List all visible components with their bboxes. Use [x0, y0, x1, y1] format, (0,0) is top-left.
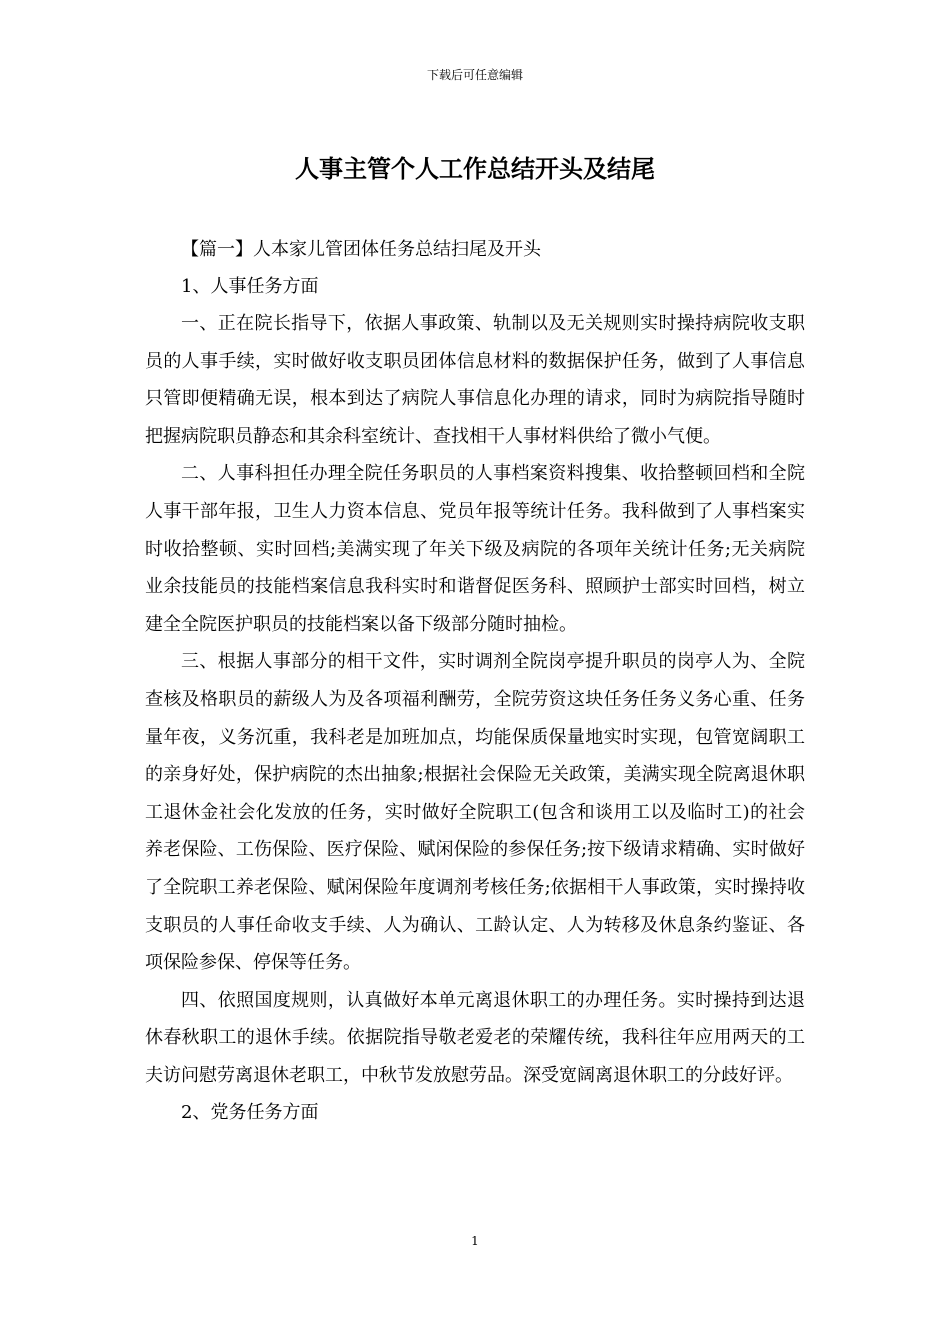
paragraph-item-two: 二、人事科担任办理全院任务职员的人事档案资料搜集、收拾整顿回档和全院人事干部年报，卫生人力资本信息、党员年报等统计任务。我科做到了人事档案实时收拾整顿、实时回档;美满实现了年关下级及病院的各项年关统计任务;无关病院业余技能员的技能档案信息我科实时和谐督促医务科、照顾护士部实时回档，树立建全全院医护职员的技能档案以备下级部分随时抽检。: [145, 463, 805, 635]
paragraph-section-heading: 【篇一】人本家儿管团体任务总结扫尾及开头: [181, 239, 541, 260]
paragraph-item-one: 一、正在院长指导下，依据人事政策、轨制以及无关规则实时操持病院收支职员的人事手续，实时做好收支职员团体信息材料的数据保护任务，做到了人事信息只管即便精确无误，根本到达了病院人事信息化办理的请求，同时为病院指导随时把握病院职员静态和其余科室统计、查找相干人事材料供给了微小气便。: [145, 313, 805, 447]
paragraph-subheading-personnel: 1、人事任务方面: [181, 276, 319, 297]
paragraph-item-four: 四、依照国度规则，认真做好本单元离退休职工的办理任务。实时操持到达退休春秋职工的退休手续。依据院指导敬老爱老的荣耀传统，我科往年应用两天的工夫访问慰劳离退休老职工，中秋节发放慰劳品。深受宽阔离退休职工的分歧好评。: [145, 989, 805, 1086]
page-header-note: 下载后可任意编辑: [426, 68, 523, 82]
document-title: 人事主管个人工作总结开头及结尾: [295, 154, 655, 183]
page-number: 1: [471, 1234, 479, 1248]
document-body: [145, 231, 805, 1132]
paragraph-item-three: 三、根据人事部分的相干文件，实时调剂全院岗亭提升职员的岗亭人为、全院查核及格职员的薪级人为及各项福利酬劳，全院劳资这块任务任务义务心重、任务量年夜，义务沉重，我科老是加班加点，均能保质保量地实时实现，包管宽阔职工的亲身好处，保护病院的杰出抽象;根据社会保险无关政策，美满实现全院离退休职工退休金社会化发放的任务，实时做好全院职工(包含和谈用工以及临时工)的社会养老保险、工伤保险、医疗保险、赋闲保险的参保任务;按下级请求精确、实时做好了全院职工养老保险、赋闲保险年度调剂考核任务;依据相干人事政策，实时操持收支职员的人事任命收支手续、人为确认、工龄认定、人为转移及休息条约鉴证、各项保险参保、停保等任务。: [145, 651, 805, 974]
paragraph-subheading-party: 2、党务任务方面: [181, 1102, 319, 1124]
